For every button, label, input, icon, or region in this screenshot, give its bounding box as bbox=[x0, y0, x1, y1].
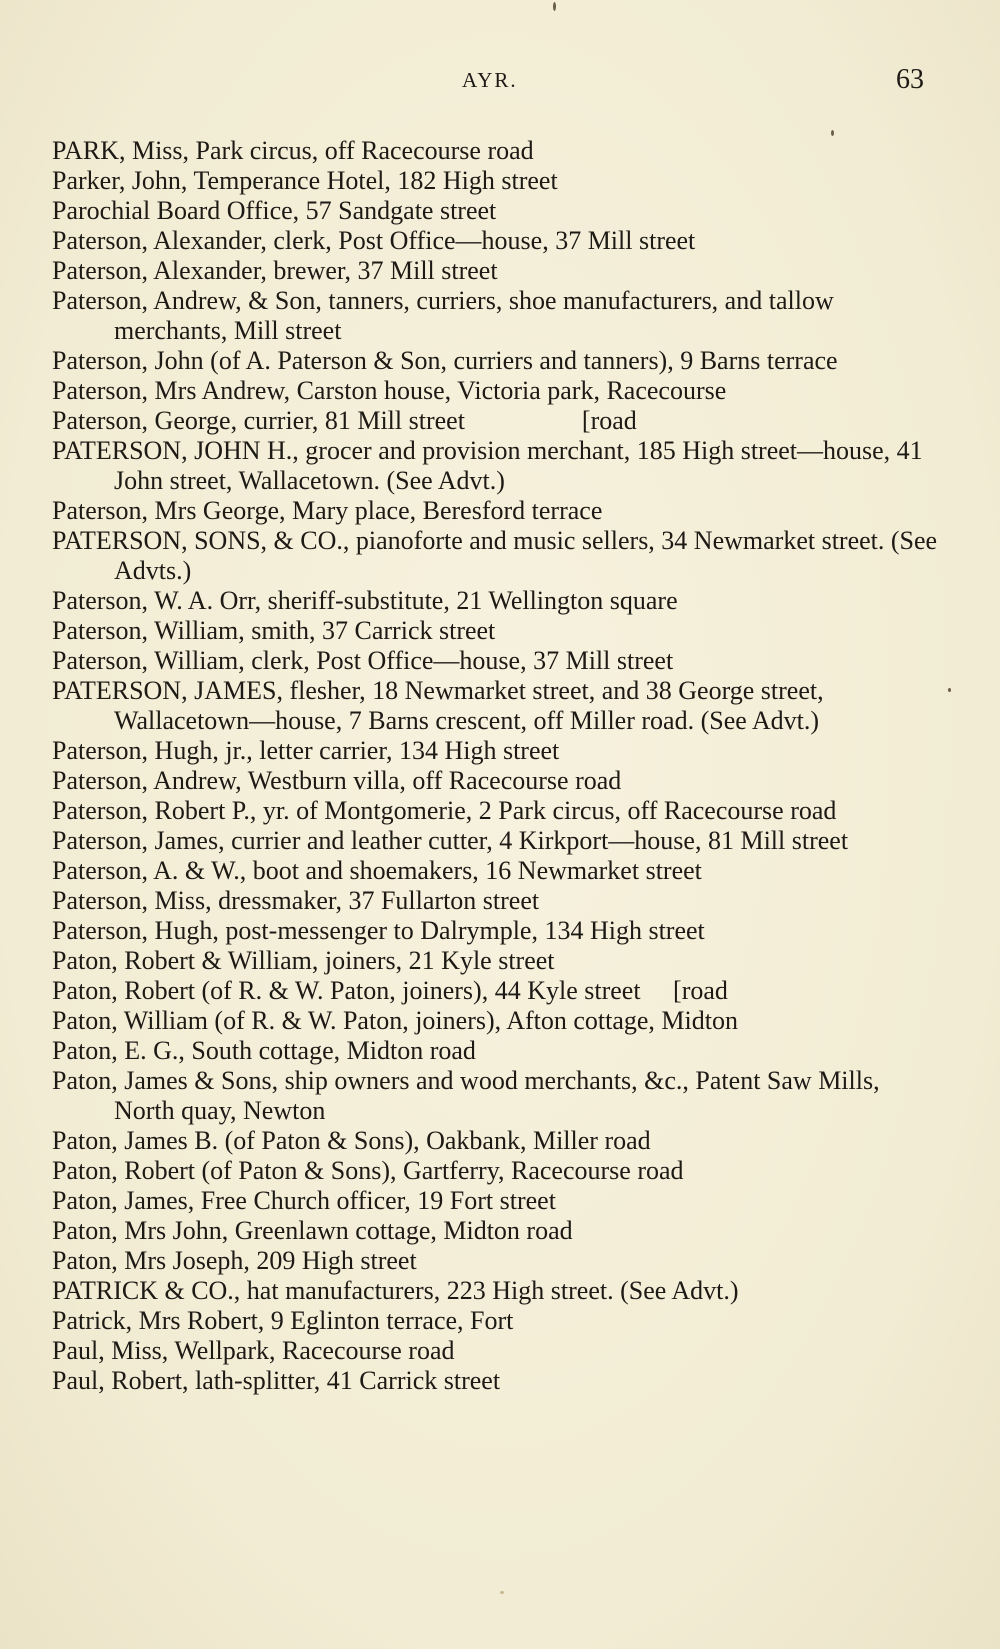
directory-entry: PATRICK & CO., hat manufacturers, 223 High street. (See Advt.) bbox=[52, 1276, 739, 1305]
directory-entry: Paton, William (of R. & W. Paton, joiners), Afton cottage, Midton bbox=[52, 1006, 738, 1035]
directory-entry: Paton, James, Free Church officer, 19 Fort street bbox=[52, 1186, 556, 1215]
directory-entry: Paul, Robert, lath-splitter, 41 Carrick street bbox=[52, 1366, 501, 1395]
directory-entry: Paterson, Hugh, jr., letter carrier, 134 High street bbox=[52, 736, 560, 765]
directory-entry: Paterson, W. A. Orr, sheriff-substitute, 21 Wellington square bbox=[52, 586, 678, 615]
directory-entry: Paton, James B. (of Paton & Sons), Oakbank, Miller road bbox=[52, 1126, 651, 1155]
directory-entry: Parker, John, Temperance Hotel, 182 High street bbox=[52, 166, 558, 195]
directory-entry: Paterson, Hugh, post-messenger to Dalrymple, 134 High street bbox=[52, 916, 705, 945]
directory-entry: PATERSON, SONS, & CO., pianoforte and music sellers, 34 Newmarket street. (See Advts.) bbox=[52, 526, 938, 585]
directory-entry: Paterson, George, currier, 81 Mill street [road bbox=[52, 406, 637, 435]
directory-entry: Paton, Mrs John, Greenlawn cottage, Midton road bbox=[52, 1216, 573, 1245]
directory-entry: Paterson, William, clerk, Post Office—house, 37 Mill street bbox=[52, 646, 674, 675]
page-header bbox=[0, 66, 1000, 100]
directory-entry: Paterson, Andrew, Westburn villa, off Racecourse road bbox=[52, 766, 622, 795]
directory-entry: Paterson, William, smith, 37 Carrick street bbox=[52, 616, 496, 645]
directory-entry: PATERSON, JOHN H., grocer and provision merchant, 185 High street—house, 41 John street, Wallacetown. (See Advt.) bbox=[52, 436, 923, 495]
ink-speck-mid bbox=[948, 688, 951, 692]
directory-entry: Patrick, Mrs Robert, 9 Eglinton terrace, Fort bbox=[52, 1306, 514, 1335]
directory-entry: Paton, E. G., South cottage, Midton road bbox=[52, 1036, 476, 1065]
directory-entry: Paterson, Miss, dressmaker, 37 Fullarton street bbox=[52, 886, 540, 915]
ink-speck-top bbox=[553, 2, 556, 11]
directory-entry: Paterson, Mrs Andrew, Carston house, Victoria park, Racecourse bbox=[52, 376, 727, 405]
directory-entry: Paterson, Andrew, & Son, tanners, curriers, shoe manufacturers, and tallow merchants, Mill street bbox=[52, 286, 834, 345]
directory-entry: Paterson, James, currier and leather cutter, 4 Kirkport—house, 81 Mill street bbox=[52, 826, 849, 855]
directory-entry: Paton, Mrs Joseph, 209 High street bbox=[52, 1246, 417, 1275]
directory-entry: Paton, James & Sons, ship owners and wood merchants, &c., Patent Saw Mills, North quay, Newton bbox=[52, 1066, 880, 1125]
directory-entry: Paterson, Alexander, clerk, Post Office—house, 37 Mill street bbox=[52, 226, 696, 255]
directory-entry: Paterson, Alexander, brewer, 37 Mill street bbox=[52, 256, 498, 285]
directory-entries bbox=[52, 136, 940, 1396]
directory-entry: Paterson, John (of A. Paterson & Son, curriers and tanners), 9 Barns terrace bbox=[52, 346, 838, 375]
directory-entry: Paton, Robert & William, joiners, 21 Kyle street bbox=[52, 946, 555, 975]
running-head: AYR. bbox=[462, 68, 518, 92]
directory-entry: Paton, Robert (of R. & W. Paton, joiners), 44 Kyle street [road bbox=[52, 976, 728, 1005]
directory-entry: Paterson, Robert P., yr. of Montgomerie, 2 Park circus, off Racecourse road bbox=[52, 796, 837, 825]
directory-entry: Paton, Robert (of Paton & Sons), Gartferry, Racecourse road bbox=[52, 1156, 684, 1185]
directory-entry: Paul, Miss, Wellpark, Racecourse road bbox=[52, 1336, 455, 1365]
directory-entry: Paterson, A. & W., boot and shoemakers, 16 Newmarket street bbox=[52, 856, 702, 885]
directory-entry: PARK, Miss, Park circus, off Racecourse road bbox=[52, 136, 534, 165]
page-number: 63 bbox=[896, 64, 924, 95]
directory-entry: PATERSON, JAMES, flesher, 18 Newmarket street, and 38 George street, Wallacetown—house, 7 Barns crescent, off Miller road. (See Advt.) bbox=[52, 676, 824, 735]
ink-speck-bottom bbox=[500, 1591, 504, 1594]
directory-entry: Parochial Board Office, 57 Sandgate street bbox=[52, 196, 497, 225]
directory-entry: Paterson, Mrs George, Mary place, Beresford terrace bbox=[52, 496, 603, 525]
